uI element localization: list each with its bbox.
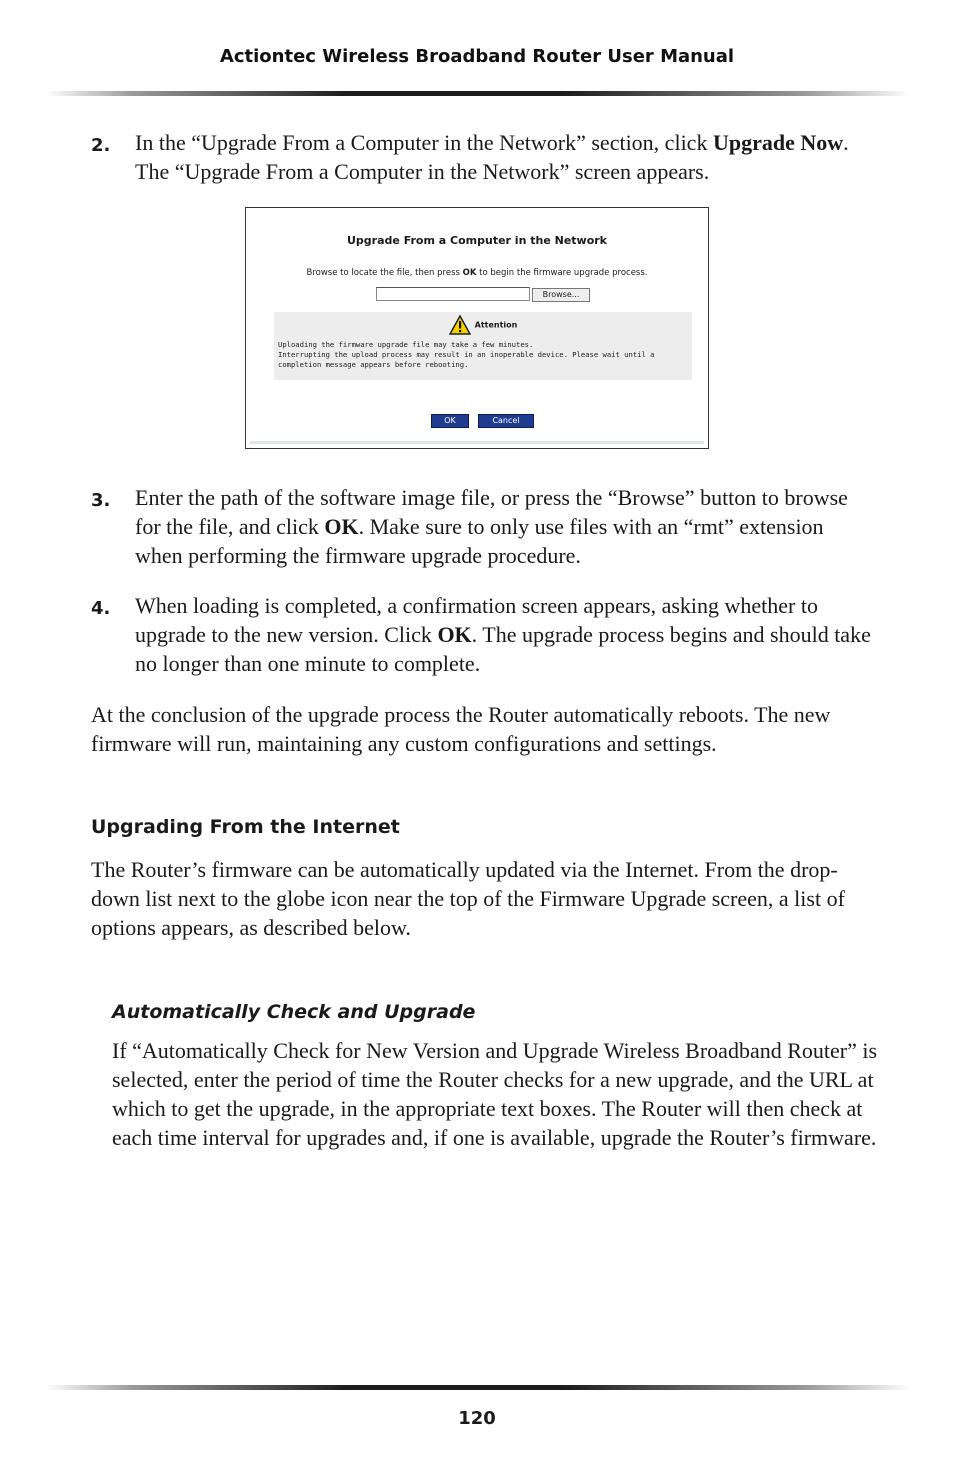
dialog-instructions: Browse to locate the file, then press OK to begin the firmware upgrade process. (306, 268, 648, 278)
upgrade-now-label: Upgrade Now (712, 130, 844, 155)
header-rule (46, 91, 910, 96)
conclusion-paragraph: At the conclusion of the upgrade process the Router automatically reboots. The new firmware will run, maintaining any custom configurations and settings. (91, 702, 831, 756)
ok-button[interactable]: OK (431, 414, 469, 428)
upgrade-dialog (250, 212, 704, 444)
attention-label: Attention (474, 320, 518, 330)
screenshot-frame (245, 207, 709, 449)
attention-box (274, 312, 692, 380)
cancel-button[interactable]: Cancel (478, 414, 534, 428)
step-number: 4. (91, 598, 111, 619)
step-number: 2. (91, 135, 111, 156)
page-number: 120 (458, 1408, 496, 1429)
warning-icon (449, 315, 471, 335)
step-text: Enter the path of the software image file, or press the “Browse” button to browse for the file, and click OK. Make sure to only use files with an “rmt” extension when performing the firmware upgrade procedure. (135, 485, 848, 568)
attention-text: Uploading the firmware upgrade file may take a few minutes. Interrupting the upload process may result in an inoperable device. Please wait until a completion message appears before rebooting. (278, 340, 655, 369)
section-paragraph: The Router’s firmware can be automatically updated via the Internet. From the drop-down list next to the globe icon near the top of the Firmware Upgrade screen, a list of options appears, as described below. (91, 857, 845, 940)
dialog-title: Upgrade From a Computer in the Network (347, 234, 607, 247)
section-heading: Upgrading From the Internet (91, 816, 400, 838)
footer-rule (46, 1385, 910, 1390)
subsection-paragraph: If “Automatically Check for New Version and Upgrade Wireless Broadband Router” is selected, enter the period of time the Router checks for a new upgrade, and the URL at which to get the upgrade, in the appropriate text boxes. The Router will then check at each time interval for upgrades and, if one is available, upgrade the Router’s firmware. (112, 1038, 878, 1150)
browse-button[interactable]: Browse... (532, 288, 590, 302)
attention-header (274, 315, 692, 335)
step-text: In the “Upgrade From a Computer in the Network” section, click Upgrade Now. The “Upgrade From a Computer in the Network” screen appears. (135, 130, 849, 184)
step-text: When loading is completed, a confirmation screen appears, asking whether to upgrade to the new version. Click OK. The upgrade process begins and should take no longer than one minute to complete. (135, 593, 871, 676)
header-title: Actiontec Wireless Broadband Router User Manual (219, 46, 735, 67)
step-number: 3. (91, 490, 111, 511)
subsection-heading: Automatically Check and Upgrade (112, 1001, 476, 1023)
file-path-input[interactable] (376, 287, 530, 301)
